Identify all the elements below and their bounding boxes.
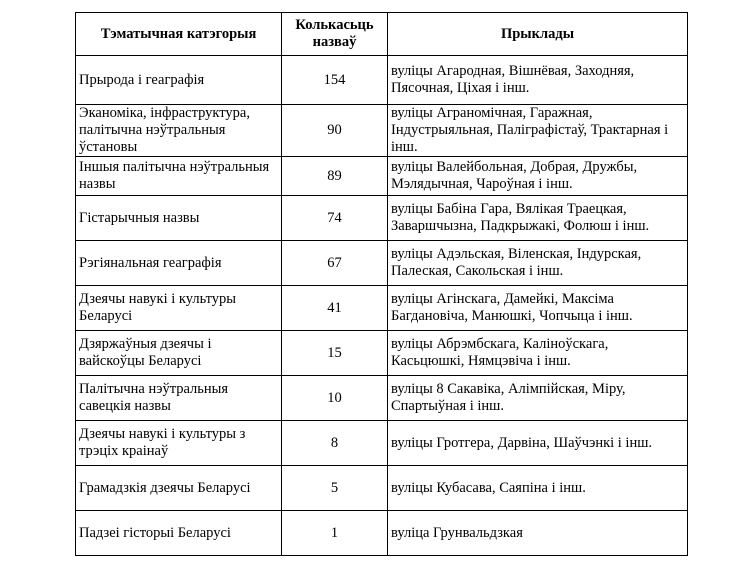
row-category: Палітычна нэўтральныя савецкія назвы — [76, 376, 282, 421]
row-examples: вуліцы Валейбольная, Добрая, Дружбы, Мэлядычная, Чароўная і інш. — [388, 157, 688, 196]
table-row — [76, 421, 688, 466]
table-row — [76, 466, 688, 511]
row-count: 90 — [282, 105, 388, 157]
row-examples: вуліцы Гротгера, Дарвіна, Шаўчэнкі і інш. — [388, 421, 688, 466]
row-count: 1 — [282, 511, 388, 556]
row-examples: вуліцы Адэльская, Віленская, Індурская, Палеская, Сакольская і інш. — [388, 241, 688, 286]
row-examples: вуліца Грунвальдзкая — [388, 511, 688, 556]
table-row — [76, 56, 688, 105]
row-category: Грамадзкія дзеячы Беларусі — [76, 466, 282, 511]
row-category: Гістарычныя назвы — [76, 196, 282, 241]
row-count: 41 — [282, 286, 388, 331]
row-count: 15 — [282, 331, 388, 376]
row-count: 154 — [282, 56, 388, 105]
table-row — [76, 157, 688, 196]
street-names-table — [75, 12, 688, 556]
row-examples: вуліцы Абрэмбскага, Каліноўскага, Касьцюшкі, Нямцэвіча і інш. — [388, 331, 688, 376]
row-category: Іншыя палітычна нэўтральныя назвы — [76, 157, 282, 196]
header-category: Тэматычная катэгорыя — [76, 13, 282, 56]
row-category: Прырода і геаграфія — [76, 56, 282, 105]
row-examples: вуліцы 8 Сакавіка, Алімпійская, Міру, Спартыўная і інш. — [388, 376, 688, 421]
table-row — [76, 196, 688, 241]
row-examples: вуліцы Агародная, Вішнёвая, Заходняя, Пясочная, Ціхая і інш. — [388, 56, 688, 105]
row-category: Падзеі гісторыі Беларусі — [76, 511, 282, 556]
row-count: 8 — [282, 421, 388, 466]
row-count: 5 — [282, 466, 388, 511]
table-row — [76, 105, 688, 157]
row-examples: вуліцы Бабіна Гара, Вялікая Траецкая, Заваршчызна, Падкрыжакі, Фолюш і інш. — [388, 196, 688, 241]
table-row — [76, 286, 688, 331]
table-row — [76, 376, 688, 421]
row-examples: вуліцы Кубасава, Саяпіна і інш. — [388, 466, 688, 511]
table-row — [76, 331, 688, 376]
row-category: Дзеячы навукі і культуры Беларусі — [76, 286, 282, 331]
table-row — [76, 511, 688, 556]
table-header-row — [76, 13, 688, 56]
row-category: Эканоміка, інфраструктура, палітычна нэўтральныя ўстановы — [76, 105, 282, 157]
header-examples: Прыклады — [388, 13, 688, 56]
row-category: Дзеячы навукі і культуры з трэціх краінаў — [76, 421, 282, 466]
row-count: 89 — [282, 157, 388, 196]
row-count: 10 — [282, 376, 388, 421]
row-examples: вуліцы Агінскага, Дамейкі, Максіма Багдановіча, Манюшкі, Чопчыца і інш. — [388, 286, 688, 331]
row-count: 67 — [282, 241, 388, 286]
row-examples: вуліцы Аграномічная, Гаражная, Індустрыяльная, Паліграфістаў, Трактарная і інш. — [388, 105, 688, 157]
table-row — [76, 241, 688, 286]
header-count: Колькасьць назваў — [282, 13, 388, 56]
row-category: Дзяржаўныя дзеячы і вайскоўцы Беларусі — [76, 331, 282, 376]
row-category: Рэгіянальная геаграфія — [76, 241, 282, 286]
row-count: 74 — [282, 196, 388, 241]
